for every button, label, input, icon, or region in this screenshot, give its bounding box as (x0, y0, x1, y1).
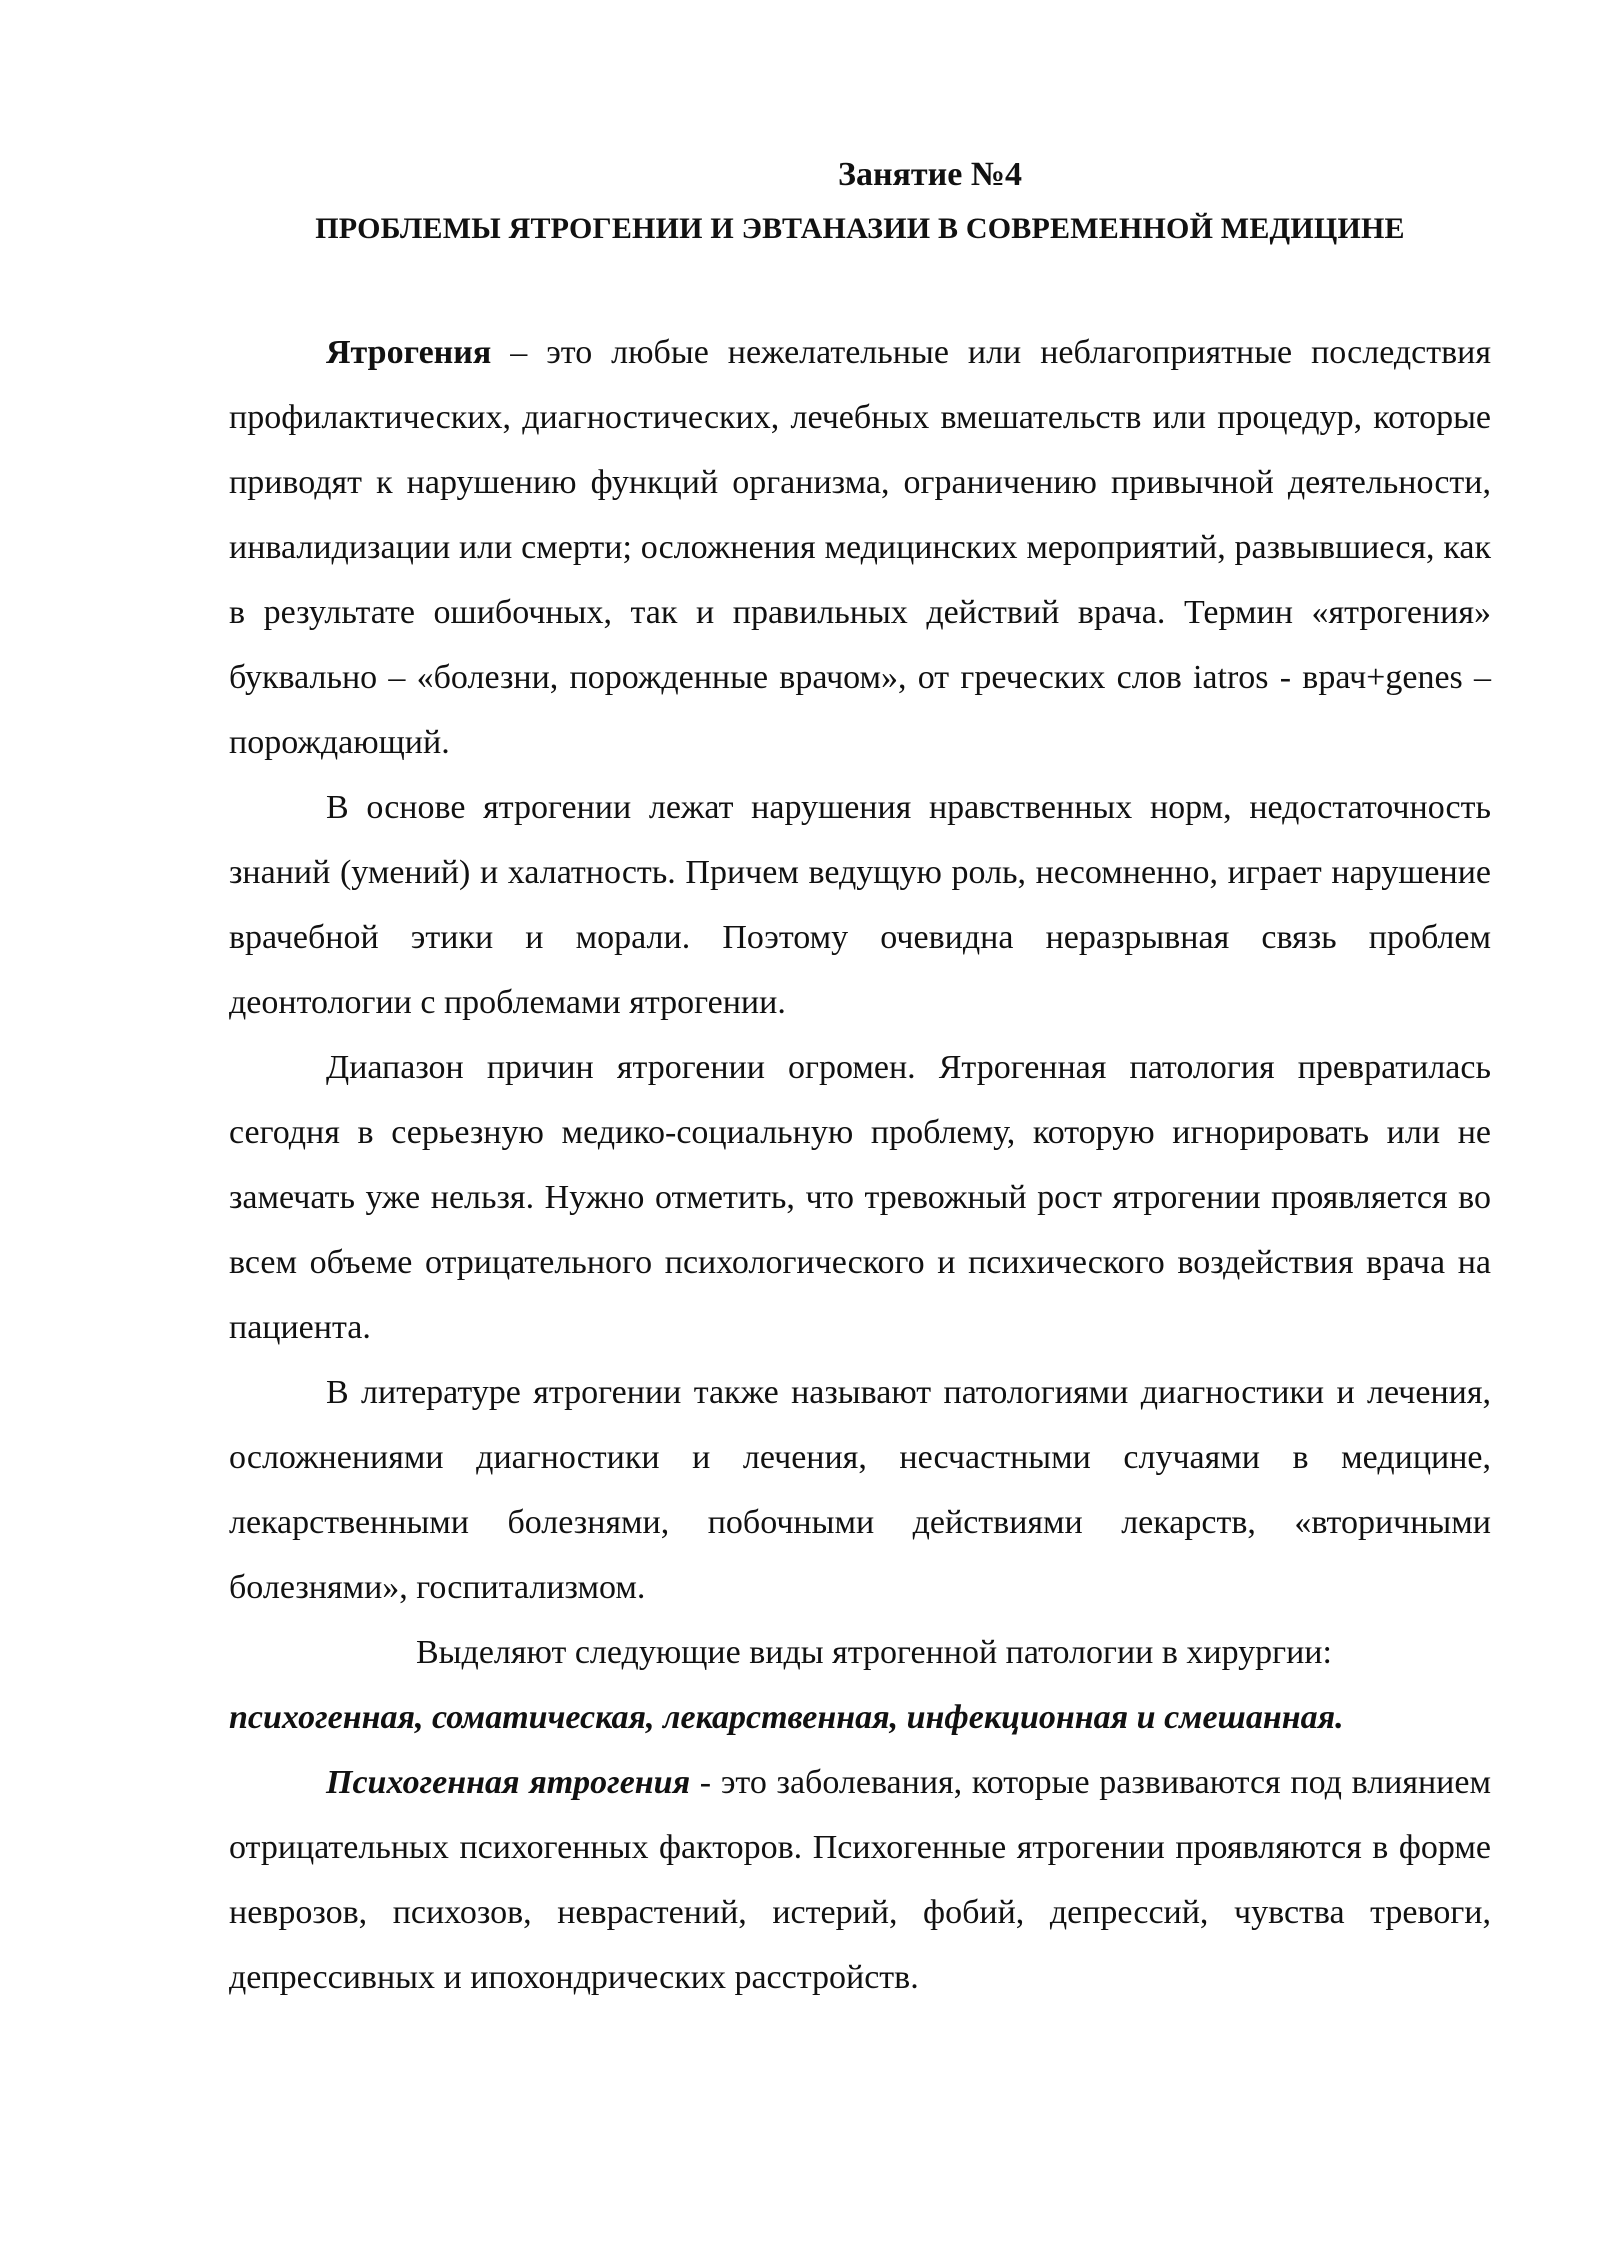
paragraph-iatrogeny-kinds (229, 1620, 1491, 1750)
paragraph-iatrogeny-definition (229, 320, 1491, 775)
paragraph-iatrogeny-basis (229, 775, 1491, 1035)
lesson-title: ПРОБЛЕМЫ ЯТРОГЕНИИ И ЭВТАНАЗИИ В СОВРЕМЕННОЙ МЕДИЦИНЕ (315, 212, 1405, 245)
term-psychogenic-iatrogeny: Психогенная ятрогения (326, 1764, 691, 1801)
iatrogeny-kinds-list: психогенная, соматическая, лекарственная, инфекционная и смешанная. (229, 1699, 1344, 1736)
paragraph-iatrogeny-causes (229, 1035, 1491, 1360)
paragraph-text: – это любые нежелательные или неблагоприятные последствия профилактических, диагностических, лечебных вмешательств или процедур, которые приводят к нарушению функций организма, ограничению привычной деятельности, инвалидизации или смерти; осложнения медицинских мероприятий, развывшиеся, как в результате ошибочных, так и правильных действий врача. Термин «ятрогения» буквально – «болезни, порожденные врачом», от греческих слов iatros - врач+genes – порождающий. (229, 334, 1491, 761)
paragraph-text: Диапазон причин ятрогении огромен. Ятрогенная патология превратилась сегодня в серьезную медико-социальную проблему, которую игнорировать или не замечать уже нельзя. Нужно отметить, что тревожный рост ятрогении проявляется во всем объеме отрицательного психологического и психического воздействия врача на пациента. (229, 1049, 1491, 1346)
lesson-number: Занятие №4 (838, 156, 1022, 193)
paragraph-text: Выделяют следующие виды ятрогенной патологии в хирургии: (416, 1634, 1332, 1671)
document-body (229, 320, 1491, 2010)
paragraph-text: В литературе ятрогении также называют патологиями диагностики и лечения, осложнениями диагностики и лечения, несчастными случаями в медицине, лекарственными болезнями, побочными действиями лекарств, «вторичными болезнями», госпитализмом. (229, 1374, 1491, 1606)
paragraph-iatrogeny-literature (229, 1360, 1491, 1620)
document-page (229, 150, 1491, 2010)
term-iatrogeny: Ятрогения (326, 334, 492, 371)
paragraph-text: В основе ятрогении лежат нарушения нравственных норм, недостаточность знаний (умений) и халатность. Причем ведущую роль, несомненно, играет нарушение врачебной этики и морали. Поэтому очевидна неразрывная связь проблем деонтологии с проблемами ятрогении. (229, 789, 1491, 1021)
paragraph-psychogenic-iatrogeny (229, 1750, 1491, 2010)
paragraph-text: - это заболевания, которые развиваются под влиянием отрицательных психогенных факторов. Психогенные ятрогении проявляются в форме неврозов, психозов, неврастений, истерий, фобий, депрессий, чувства тревоги, депрессивных и ипохондрических расстройств. (229, 1764, 1491, 1996)
